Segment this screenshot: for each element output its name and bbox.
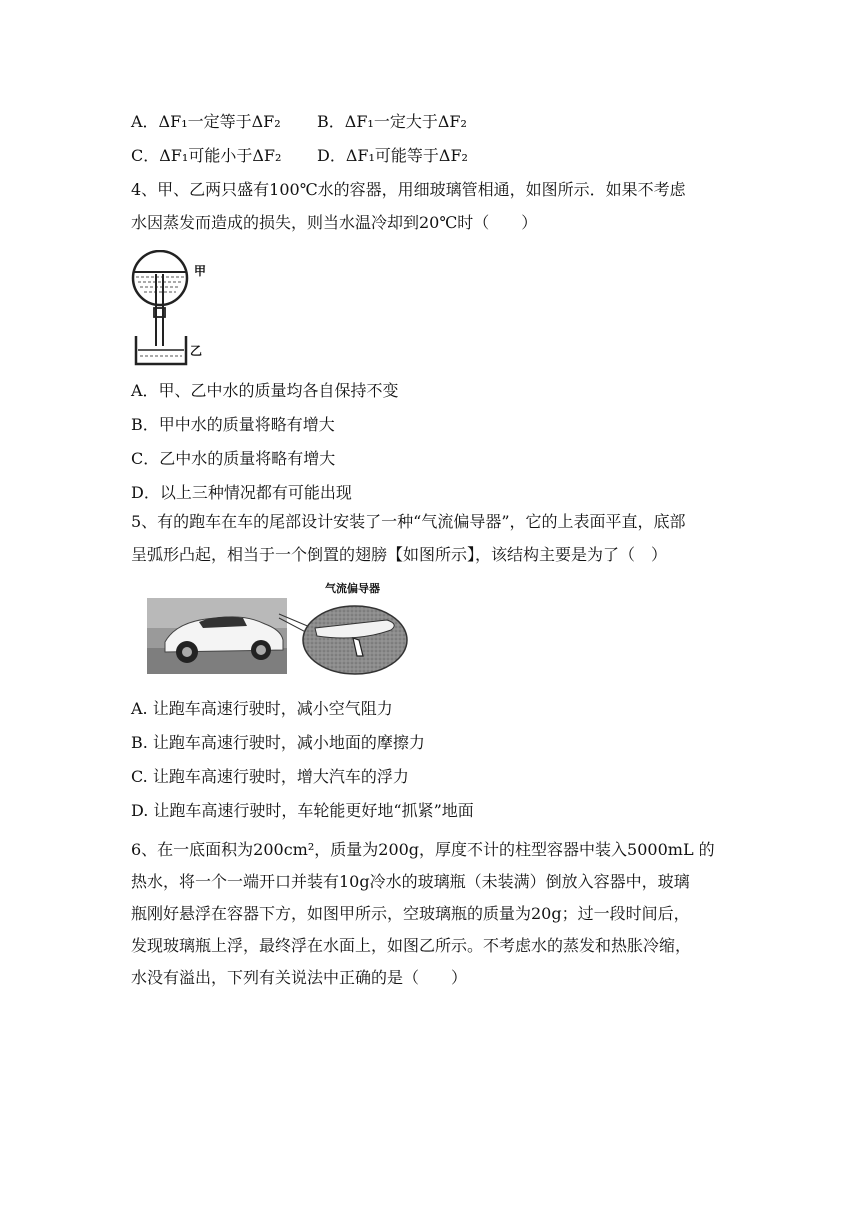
- q3-option-c: C．ΔF₁可能小于ΔF₂: [131, 146, 282, 165]
- vessel-label-bottom: 乙: [190, 344, 203, 358]
- q3-options-row-1: [131, 112, 467, 132]
- q5-option-d: D. 让跑车高速行驶时，车轮能更好地“抓紧”地面: [131, 801, 474, 820]
- q6-stem-line-4: 发现玻璃瓶上浮，最终浮在水面上，如图乙所示。不考虑水的蒸发和热胀冷缩，: [131, 936, 692, 955]
- q5-stem-line-2: 呈弧形凸起，相当于一个倒置的翅膀【如图所示】，该结构主要是为了（ ）: [131, 545, 668, 564]
- q4-option-a: A．甲、乙中水的质量均各自保持不变: [131, 381, 399, 400]
- spoiler-caption: 气流偏导器: [325, 582, 380, 595]
- vessel-label-top: 甲: [194, 264, 207, 278]
- q5-option-c: C. 让跑车高速行驶时，增大汽车的浮力: [131, 767, 409, 786]
- q6-stem-line-2: 热水，将一个一端开口并装有10g冷水的玻璃瓶（未装满）倒放入容器中，玻璃: [131, 872, 690, 891]
- q4-option-d: D．以上三种情况都有可能出现: [131, 483, 352, 502]
- q5-stem-line-1: 5、有的跑车在车的尾部设计安装了一种“气流偏导器”，它的上表面平直，底部: [131, 512, 686, 531]
- q3-option-a: A．ΔF₁一定等于ΔF₂: [131, 112, 281, 131]
- q6-stem-line-3: 瓶刚好悬浮在容器下方，如图甲所示，空玻璃瓶的质量为20g；过一段时间后，: [131, 904, 690, 923]
- q3-option-b: B．ΔF₁一定大于ΔF₂: [317, 112, 467, 131]
- q4-option-b: B．甲中水的质量将略有增大: [131, 415, 335, 434]
- q4-option-c: C．乙中水的质量将略有增大: [131, 449, 336, 468]
- q3-options-row-2: [131, 146, 468, 166]
- q3-option-d: D．ΔF₁可能等于ΔF₂: [317, 146, 468, 165]
- q4-stem-line-2: 水因蒸发而造成的损失，则当水温冷却到20℃时（ ）: [131, 213, 538, 232]
- q5-option-b: B. 让跑车高速行驶时，减小地面的摩擦力: [131, 733, 425, 752]
- q5-sports-car-figure: [147, 578, 412, 676]
- q6-stem-line-5: 水没有溢出，下列有关说法中正确的是（ ）: [131, 968, 468, 987]
- q4-stem-line-1: 4、甲、乙两只盛有100℃水的容器，用细玻璃管相通，如图所示．如果不考虑: [131, 180, 686, 199]
- q5-option-a: A. 让跑车高速行驶时，减小空气阻力: [131, 699, 393, 718]
- q6-stem-line-1: 6、在一底面积为200cm²，质量为200g，厚度不计的柱型容器中装入5000mL 的: [131, 840, 715, 859]
- q4-connected-vessels-figure: [128, 250, 218, 368]
